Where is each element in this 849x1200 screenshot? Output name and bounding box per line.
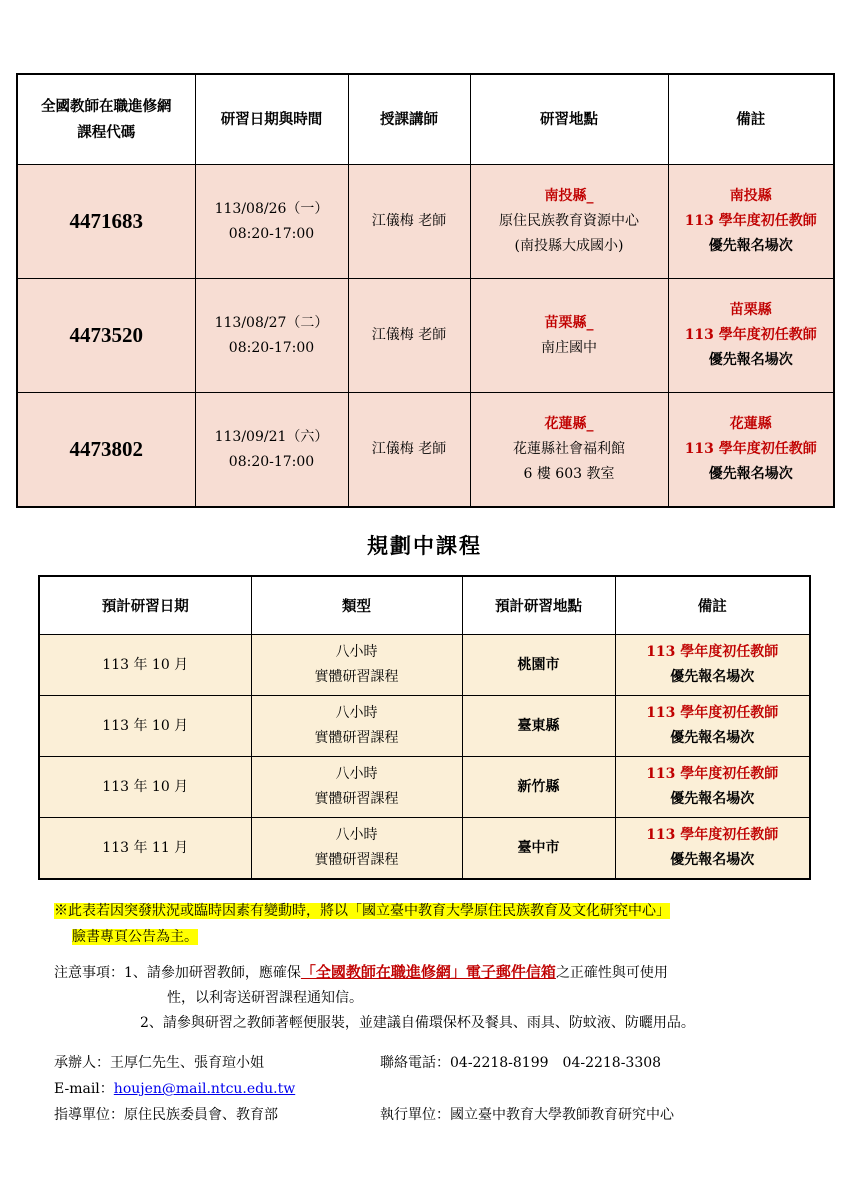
course-code: 4473520 [17, 279, 195, 393]
planned-note [615, 696, 810, 757]
course-teacher: 江儀梅 老師 [348, 165, 470, 279]
type-line2: 實體研習課程 [314, 730, 399, 746]
header-course-code [17, 74, 195, 165]
cautions-label: 注意事項： [54, 965, 124, 981]
note-line2: 113 學年度初任教師 [684, 213, 817, 229]
type-line1: 八小時 [335, 644, 378, 660]
course-code: 4473802 [17, 393, 195, 508]
table-row [17, 279, 834, 393]
section-title: 規劃中課程 [367, 533, 482, 558]
course-location [470, 165, 668, 279]
planned-location: 臺東縣 [462, 696, 615, 757]
course-table-header [17, 74, 834, 165]
note-line2: 優先報名場次 [670, 852, 755, 868]
course-date: 113/09/21（六） [214, 428, 329, 445]
note-county: 南投縣 [729, 188, 772, 204]
planned-course-table [38, 575, 811, 880]
course-datetime [195, 279, 348, 393]
planned-location: 臺中市 [462, 818, 615, 880]
caution-item2: 2、請參與研習之教師著輕便服裝，並建議自備環保杯及餐具、雨具、防蚊液、防曬用品。 [140, 1015, 695, 1031]
planned-note [615, 818, 810, 880]
header-code-line2: 課程代碼 [77, 123, 136, 141]
header-teacher: 授課講師 [348, 74, 470, 165]
planned-date: 113 年 10 月 [39, 635, 251, 696]
type-line1: 八小時 [335, 766, 378, 782]
course-note [668, 393, 834, 508]
supervising-unit: 指導單位：原住民族委員會、教育部 [54, 1107, 278, 1123]
table-row [39, 818, 810, 880]
planned-location: 新竹縣 [462, 757, 615, 818]
planned-type [251, 757, 462, 818]
location-line2: 南庄國中 [541, 339, 597, 356]
caution-item1-cont: 性，以利寄送研習課程通知信。 [167, 990, 363, 1006]
note-line2: 優先報名場次 [670, 669, 755, 685]
type-line2: 實體研習課程 [314, 852, 399, 868]
course-note [668, 279, 834, 393]
teacher-network-email-link[interactable]: 「全國教師在職進修網」電子郵件信箱 [300, 963, 556, 981]
location-line2: 原住民族教育資源中心 [499, 213, 639, 229]
planned-date: 113 年 10 月 [39, 757, 251, 818]
contact-phone: 聯絡電話：04-2218-8199 04-2218-3308 [380, 1055, 662, 1071]
planned-note [615, 757, 810, 818]
course-note [668, 165, 834, 279]
table-row [39, 696, 810, 757]
course-datetime [195, 165, 348, 279]
note-line2: 113 學年度初任教師 [684, 441, 817, 457]
type-line2: 實體研習課程 [314, 791, 399, 807]
type-line1: 八小時 [335, 827, 378, 843]
planned-date: 113 年 10 月 [39, 696, 251, 757]
planned-table-header [39, 576, 810, 635]
header-note: 備註 [668, 74, 834, 165]
planned-type [251, 635, 462, 696]
location-line3: (南投縣大成國小) [514, 238, 624, 254]
executing-unit: 執行單位：國立臺中教育大學教師教育研究中心 [380, 1107, 674, 1123]
course-code: 4471683 [17, 165, 195, 279]
footer [54, 1050, 834, 1128]
note-line3: 優先報名場次 [708, 466, 793, 482]
location-county: 南投縣_ [544, 188, 594, 204]
course-table [16, 73, 835, 508]
course-date: 113/08/27（二） [214, 314, 329, 331]
header-code-line1: 全國教師在職進修網 [41, 97, 172, 115]
note-line3: 優先報名場次 [708, 238, 793, 254]
course-time: 08:20-17:00 [228, 453, 315, 470]
note-line3: 優先報名場次 [708, 352, 793, 368]
caution-item1-prefix: 1、請參加研習教師，應確保 [124, 965, 301, 981]
table-row [39, 757, 810, 818]
note-line1: 113 學年度初任教師 [646, 705, 779, 721]
course-datetime [195, 393, 348, 508]
location-line3: 6 樓 603 教室 [523, 466, 615, 482]
course-location [470, 393, 668, 508]
course-teacher: 江儀梅 老師 [348, 393, 470, 508]
course-teacher: 江儀梅 老師 [348, 279, 470, 393]
type-line1: 八小時 [335, 705, 378, 721]
note-line1: 113 學年度初任教師 [646, 827, 779, 843]
location-county: 花蓮縣_ [544, 416, 594, 432]
course-time: 08:20-17:00 [228, 339, 315, 356]
note-line1: 113 學年度初任教師 [646, 644, 779, 660]
planned-location: 桃園市 [462, 635, 615, 696]
table-row [39, 635, 810, 696]
notice-line2: 臉書專頁公告為主。 [72, 929, 198, 945]
planned-type [251, 696, 462, 757]
cautions [54, 960, 834, 1036]
note-line2: 優先報名場次 [670, 791, 755, 807]
caution-item1-suffix: 之正確性與可使用 [555, 965, 668, 981]
email-label: E-mail： [54, 1081, 114, 1097]
planned-date: 113 年 11 月 [39, 818, 251, 880]
course-date: 113/08/26（一） [214, 200, 329, 217]
header-planned-date: 預計研習日期 [39, 576, 251, 635]
header-datetime: 研習日期與時間 [195, 74, 348, 165]
location-county: 苗栗縣_ [544, 314, 594, 331]
table-row [17, 393, 834, 508]
note-line1: 113 學年度初任教師 [646, 766, 779, 782]
header-type: 類型 [251, 576, 462, 635]
planned-type [251, 818, 462, 880]
note-line2: 優先報名場次 [670, 730, 755, 746]
header-location: 研習地點 [470, 74, 668, 165]
course-time: 08:20-17:00 [228, 225, 315, 242]
type-line2: 實體研習課程 [314, 669, 399, 685]
location-line2: 花蓮縣社會福利館 [513, 441, 625, 457]
email-link[interactable]: houjen@mail.ntcu.edu.tw [113, 1081, 296, 1097]
change-notice [54, 898, 824, 950]
notice-line1: ※此表若因突發狀況或臨時因素有變動時，將以「國立臺中教育大學原住民族教育及文化研究中心」 [54, 903, 670, 919]
header-planned-location: 預計研習地點 [462, 576, 615, 635]
course-location [470, 279, 668, 393]
planned-note [615, 635, 810, 696]
header-planned-note: 備註 [615, 576, 810, 635]
note-county: 花蓮縣 [729, 416, 772, 432]
contact-person: 承辦人：王厚仁先生、張育瑄小姐 [54, 1055, 264, 1071]
note-line2: 113 學年度初任教師 [684, 327, 817, 343]
note-county: 苗栗縣 [729, 302, 772, 318]
table-row [17, 165, 834, 279]
